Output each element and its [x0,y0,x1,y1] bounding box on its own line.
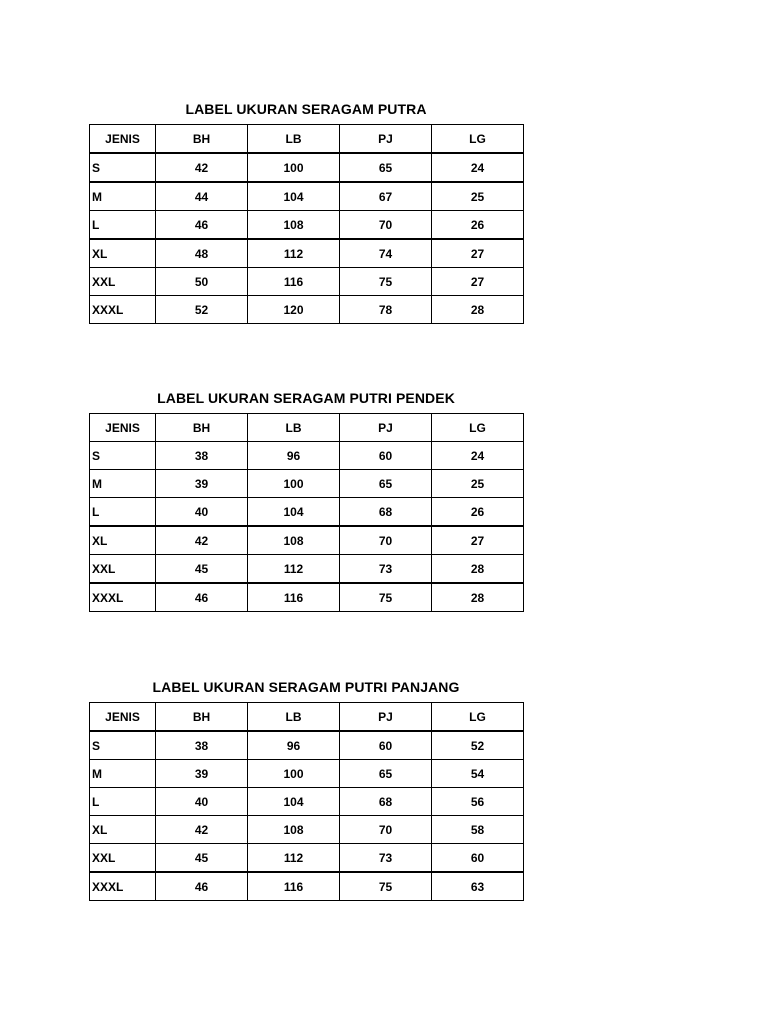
cell-jenis: S [90,153,156,182]
cell-bh: 44 [156,182,248,211]
table-row [90,498,524,527]
cell-lg: 26 [432,211,524,240]
cell-lb: 96 [248,442,340,470]
header-jenis: JENIS [90,703,156,732]
cell-lb: 100 [248,470,340,498]
cell-jenis: XXXL [90,296,156,324]
header-bh: BH [156,125,248,154]
table-title: LABEL UKURAN SERAGAM PUTRA [185,101,427,117]
cell-jenis: XXL [90,555,156,584]
cell-lb: 116 [248,583,340,612]
header-lg: LG [432,125,524,154]
table-row [90,583,524,612]
table-row [90,296,524,324]
table-row [90,182,524,211]
table-row [90,731,524,760]
cell-lg: 24 [432,153,524,182]
cell-lb: 104 [248,182,340,211]
cell-bh: 42 [156,816,248,844]
size-table [89,124,524,324]
cell-bh: 39 [156,470,248,498]
table-row [90,872,524,901]
cell-jenis: XL [90,816,156,844]
cell-lb: 120 [248,296,340,324]
table-title: LABEL UKURAN SERAGAM PUTRI PANJANG [152,679,460,695]
table-row [90,470,524,498]
table-row [90,239,524,268]
cell-jenis: XXXL [90,583,156,612]
cell-lg: 24 [432,442,524,470]
cell-lb: 108 [248,211,340,240]
table-row [90,844,524,873]
cell-jenis: L [90,211,156,240]
cell-lg: 58 [432,816,524,844]
cell-lb: 112 [248,555,340,584]
cell-lg: 25 [432,182,524,211]
header-pj: PJ [340,703,432,732]
cell-jenis: XXL [90,844,156,873]
cell-bh: 52 [156,296,248,324]
cell-pj: 65 [340,153,432,182]
table-title: LABEL UKURAN SERAGAM PUTRI PENDEK [157,390,455,406]
size-table-section-putri-panjang [89,676,523,901]
table-header-row [90,414,524,442]
cell-lg: 26 [432,498,524,527]
cell-jenis: S [90,442,156,470]
cell-lg: 63 [432,872,524,901]
cell-lg: 54 [432,760,524,788]
header-jenis: JENIS [90,414,156,442]
cell-lg: 28 [432,555,524,584]
cell-lg: 52 [432,731,524,760]
cell-bh: 45 [156,555,248,584]
cell-pj: 75 [340,583,432,612]
header-jenis: JENIS [90,125,156,154]
cell-jenis: M [90,182,156,211]
cell-jenis: L [90,498,156,527]
cell-jenis: XXXL [90,872,156,901]
cell-lg: 27 [432,526,524,555]
cell-lg: 60 [432,844,524,873]
table-row [90,555,524,584]
cell-pj: 70 [340,211,432,240]
cell-lb: 104 [248,788,340,816]
cell-bh: 46 [156,211,248,240]
cell-lb: 104 [248,498,340,527]
cell-lb: 112 [248,844,340,873]
table-row [90,268,524,296]
cell-lb: 116 [248,872,340,901]
cell-lg: 28 [432,583,524,612]
table-header-row [90,703,524,732]
cell-bh: 39 [156,760,248,788]
size-table-section-putra [89,98,523,324]
size-table [89,413,524,612]
cell-bh: 48 [156,239,248,268]
size-table [89,702,524,901]
table-row [90,211,524,240]
cell-pj: 65 [340,470,432,498]
cell-jenis: M [90,470,156,498]
cell-lg: 28 [432,296,524,324]
cell-bh: 38 [156,442,248,470]
header-lg: LG [432,703,524,732]
cell-bh: 38 [156,731,248,760]
table-header-row [90,125,524,154]
cell-bh: 46 [156,872,248,901]
cell-pj: 73 [340,555,432,584]
cell-bh: 42 [156,153,248,182]
cell-pj: 68 [340,788,432,816]
cell-lb: 108 [248,526,340,555]
cell-jenis: XL [90,526,156,555]
cell-lg: 25 [432,470,524,498]
table-row [90,788,524,816]
cell-pj: 60 [340,442,432,470]
cell-pj: 68 [340,498,432,527]
cell-lb: 108 [248,816,340,844]
cell-lg: 27 [432,268,524,296]
header-pj: PJ [340,125,432,154]
cell-pj: 65 [340,760,432,788]
cell-pj: 75 [340,872,432,901]
cell-lb: 116 [248,268,340,296]
cell-bh: 40 [156,498,248,527]
cell-lb: 100 [248,153,340,182]
cell-jenis: L [90,788,156,816]
cell-bh: 42 [156,526,248,555]
cell-lb: 100 [248,760,340,788]
table-row [90,442,524,470]
header-lb: LB [248,125,340,154]
cell-jenis: S [90,731,156,760]
header-lb: LB [248,414,340,442]
table-row [90,816,524,844]
size-table-section-putri-pendek [89,387,523,612]
header-bh: BH [156,414,248,442]
cell-bh: 40 [156,788,248,816]
table-row [90,153,524,182]
cell-bh: 50 [156,268,248,296]
cell-pj: 60 [340,731,432,760]
cell-pj: 70 [340,816,432,844]
cell-jenis: XL [90,239,156,268]
cell-pj: 70 [340,526,432,555]
cell-lg: 27 [432,239,524,268]
cell-lg: 56 [432,788,524,816]
cell-pj: 74 [340,239,432,268]
cell-jenis: XXL [90,268,156,296]
cell-lb: 96 [248,731,340,760]
cell-pj: 73 [340,844,432,873]
header-bh: BH [156,703,248,732]
cell-bh: 45 [156,844,248,873]
table-row [90,760,524,788]
cell-pj: 67 [340,182,432,211]
header-pj: PJ [340,414,432,442]
cell-pj: 75 [340,268,432,296]
table-row [90,526,524,555]
cell-pj: 78 [340,296,432,324]
cell-lb: 112 [248,239,340,268]
cell-bh: 46 [156,583,248,612]
header-lg: LG [432,414,524,442]
cell-jenis: M [90,760,156,788]
header-lb: LB [248,703,340,732]
